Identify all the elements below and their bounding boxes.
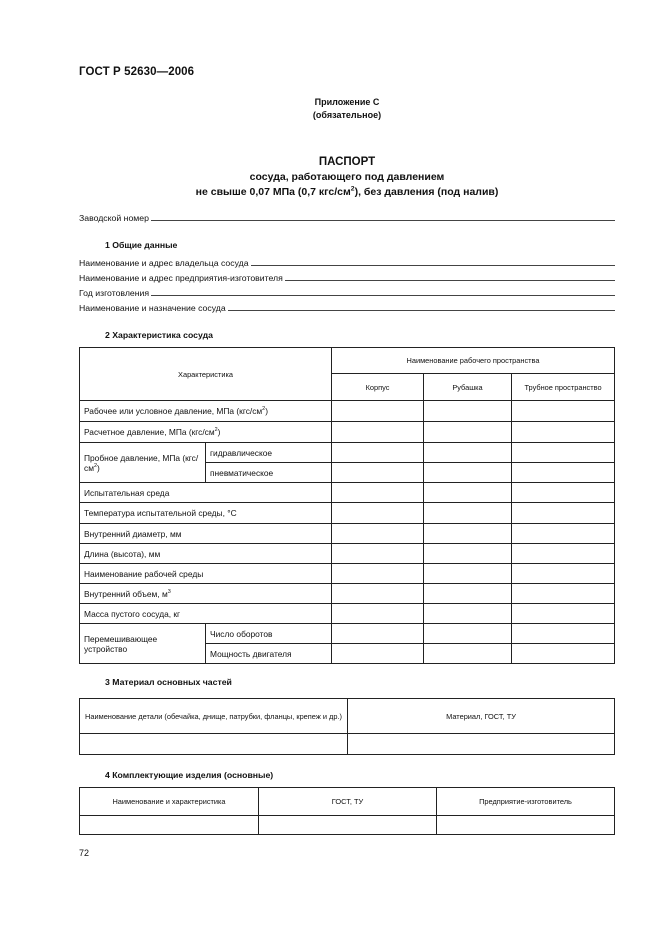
component-name-header: Наименование и характеристика [80, 788, 259, 816]
row-label: Температура испытательной среды, °С [80, 503, 332, 524]
components-table [79, 787, 615, 835]
page-number: 72 [79, 848, 90, 858]
table-row [80, 524, 615, 544]
table-row [80, 734, 615, 755]
section-1-title: 1 Общие данные [105, 240, 178, 250]
passport-subtitle: сосуда, работающего под давлением [249, 171, 445, 183]
passport-subtitle-2: не свыше 0,07 МПа (0,7 кгс/$см^2$), без давления (под налив) [195, 185, 499, 198]
row-label: Перемешивающее устройство [80, 624, 206, 664]
manufacturer-header: Предприятие-изготовитель [437, 788, 615, 816]
row-label: Испытательная среда [80, 483, 332, 503]
table-row [80, 422, 615, 443]
tube-space-header: Трубное пространство [512, 374, 615, 401]
table-row [80, 584, 615, 604]
appendix-note: (обязательное) [312, 110, 382, 120]
hull-header: Корпус [332, 374, 424, 401]
sub-row-label: гидравлическое [206, 443, 332, 463]
table-row [80, 544, 615, 564]
sub-row-label: пневматическое [206, 463, 332, 483]
row-label: Расчетное давление, МПа $(кгс/см^2)$ [80, 422, 332, 443]
row-label: Внутренний диаметр, мм [80, 524, 332, 544]
sub-row-label: Мощность двигателя [206, 644, 332, 664]
row-label: Внутренний объем, $м^3$ [80, 584, 332, 604]
work-space-header: Наименование рабочего пространства [332, 348, 615, 374]
row-label: Пробное давление, МПа $(кгс/см^2)$ [80, 443, 206, 483]
table-row [80, 443, 615, 463]
table-row [80, 624, 615, 644]
table-row [80, 401, 615, 422]
table-row [80, 503, 615, 524]
passport-title: ПАСПОРТ [318, 156, 376, 168]
serial-number-label: Заводской номер [79, 213, 149, 223]
row-label: Длина (высота), мм [80, 544, 332, 564]
jacket-header: Рубашка [424, 374, 512, 401]
manufacturer-field[interactable]: Наименование и адрес предприятия-изготовителя [79, 272, 615, 283]
row-label: Масса пустого сосуда, кг [80, 604, 332, 624]
row-label: Рабочее или условное давление, МПа $(кгс/см^2)$ [80, 401, 332, 422]
table-row [80, 564, 615, 584]
materials-table [79, 698, 615, 755]
part-name-header: Наименование детали (обечайка, днище, патрубки, фланцы, крепеж и др.) [80, 699, 348, 734]
table-row [80, 604, 615, 624]
year-field[interactable]: Год изготовления [79, 287, 615, 298]
gost-header: ГОСТ, ТУ [259, 788, 437, 816]
document-code: ГОСТ Р 52630—2006 [79, 66, 195, 78]
section-2-title: 2 Характеристика сосуда [105, 330, 213, 340]
material-header: Материал, ГОСТ, ТУ [348, 699, 615, 734]
owner-field[interactable]: Наименование и адрес владельца сосуда [79, 257, 615, 268]
serial-number-field[interactable] [79, 212, 615, 223]
sub-row-label: Число оборотов [206, 624, 332, 644]
appendix-title: Приложение С [314, 97, 380, 107]
table-row [80, 483, 615, 503]
row-label: Наименование рабочей среды [80, 564, 332, 584]
characteristics-table [79, 347, 615, 664]
table-row [80, 816, 615, 835]
characteristic-header: Характеристика [80, 348, 332, 401]
section-3-title: 3 Материал основных частей [105, 677, 232, 687]
section-4-title: 4 Комплектующие изделия (основные) [105, 770, 274, 780]
vessel-purpose-field[interactable]: Наименование и назначение сосуда [79, 302, 615, 313]
appendix-heading [79, 96, 615, 122]
